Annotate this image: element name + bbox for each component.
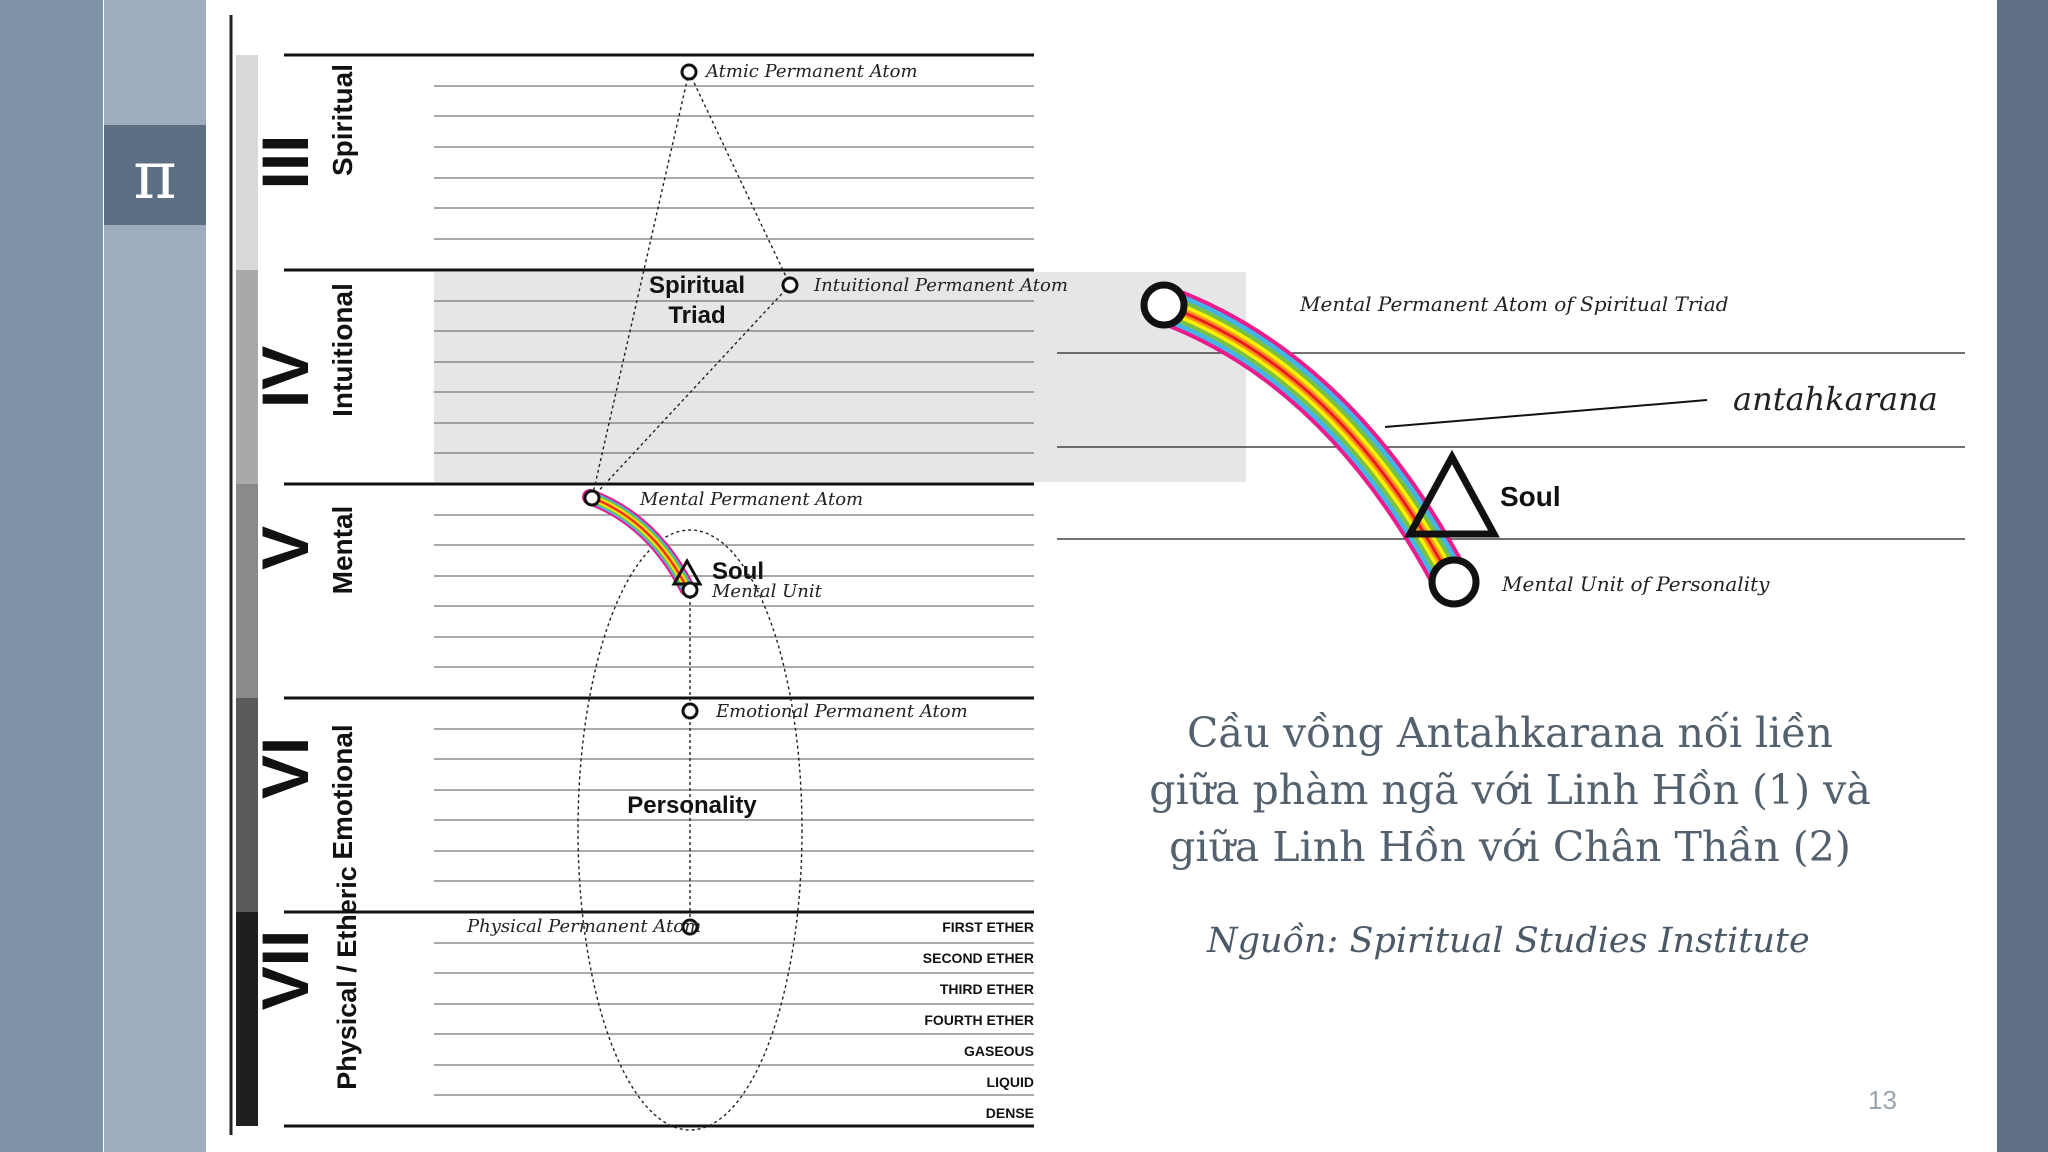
plane-numeral-vi: VI — [248, 736, 322, 800]
plane-name-intuitional: Intuitional — [327, 283, 358, 417]
source-credit: Nguồn: Spiritual Studies Institute — [1207, 921, 1810, 961]
subplane-label: SECOND ETHER — [922, 950, 1034, 966]
soul-label-large: Soul — [1500, 481, 1561, 512]
plane-name-physical-etheric: Physical / Etheric — [332, 866, 362, 1090]
plane-name-spiritual: Spiritual — [327, 63, 358, 177]
caption-line: giữa phàm ngã với Linh Hồn (1) và — [1149, 766, 1871, 814]
plane-numeral-iv: IV — [248, 345, 322, 409]
personality-unit-label: Mental Unit of Personality — [1502, 572, 1770, 596]
pi-logo-box — [104, 125, 206, 225]
triad-atom-label: Mental Permanent Atom of Spiritual Triad — [1300, 292, 1729, 316]
big-rainbow — [1165, 305, 1452, 582]
mental-unit-label: Mental Unit — [712, 581, 822, 602]
emotional-atom-circle — [683, 704, 697, 718]
caption-line: giữa Linh Hồn với Chân Thần (2) — [1169, 823, 1851, 871]
permanent-atom-circle — [1144, 285, 1184, 325]
plane-boundaries — [284, 55, 1034, 1126]
atmic-atom-circle — [682, 65, 696, 79]
subplane-label: GASEOUS — [963, 1043, 1034, 1059]
antahkarana-pointer-line — [1385, 400, 1707, 427]
plane-numeral-iii: III — [248, 134, 322, 190]
spiritual-triad-label-1: Spiritual — [648, 272, 746, 299]
antahkarana-diagram — [1050, 260, 1970, 630]
mental-unit-circle — [1432, 560, 1476, 604]
mental-atom-circle — [585, 491, 599, 505]
antahkarana-label: antahkarana — [1733, 380, 1938, 418]
emotional-atom-label: Emotional Permanent Atom — [716, 701, 968, 722]
right-accent-bar — [1997, 0, 2048, 1152]
pi-icon: π — [133, 136, 177, 214]
subplane-label: FOURTH ETHER — [924, 1012, 1034, 1028]
personality-label: Personality — [627, 792, 757, 819]
subplane-label: FIRST ETHER — [942, 919, 1034, 935]
mental-unit-circle — [683, 583, 697, 597]
physical-atom-label: Physical Permanent Atom — [467, 916, 702, 937]
mental-atom-label: Mental Permanent Atom — [640, 489, 864, 510]
subplane-label: THIRD ETHER — [939, 981, 1034, 997]
subplane-label: LIQUID — [986, 1074, 1034, 1090]
plane-numeral-vii: VII — [248, 929, 322, 1011]
soul-label-small: Soul — [712, 558, 764, 585]
left-accent-bar — [0, 0, 103, 1152]
caption-line: Cầu vồng Antahkarana nối liền — [1187, 709, 1833, 757]
plane-name-mental: Mental — [327, 505, 358, 595]
slide-caption — [1140, 705, 1880, 876]
plane-numeral-v: V — [248, 525, 322, 571]
intuitional-atom-label: Intuitional Permanent Atom — [814, 275, 1068, 296]
intuitional-atom-circle — [783, 278, 797, 292]
planes-diagram — [222, 10, 1068, 1150]
mini-rainbow — [590, 497, 687, 588]
plane-bar-vi — [236, 698, 258, 912]
atmic-atom-label: Atmic Permanent Atom — [706, 61, 918, 82]
page-number: 13 — [1868, 1085, 1897, 1115]
subplane-label: DENSE — [985, 1105, 1034, 1121]
spiritual-triad-label-2: Triad — [668, 302, 726, 329]
plane-bar-v — [236, 484, 258, 698]
plane-name-emotional: Emotional — [327, 724, 358, 860]
